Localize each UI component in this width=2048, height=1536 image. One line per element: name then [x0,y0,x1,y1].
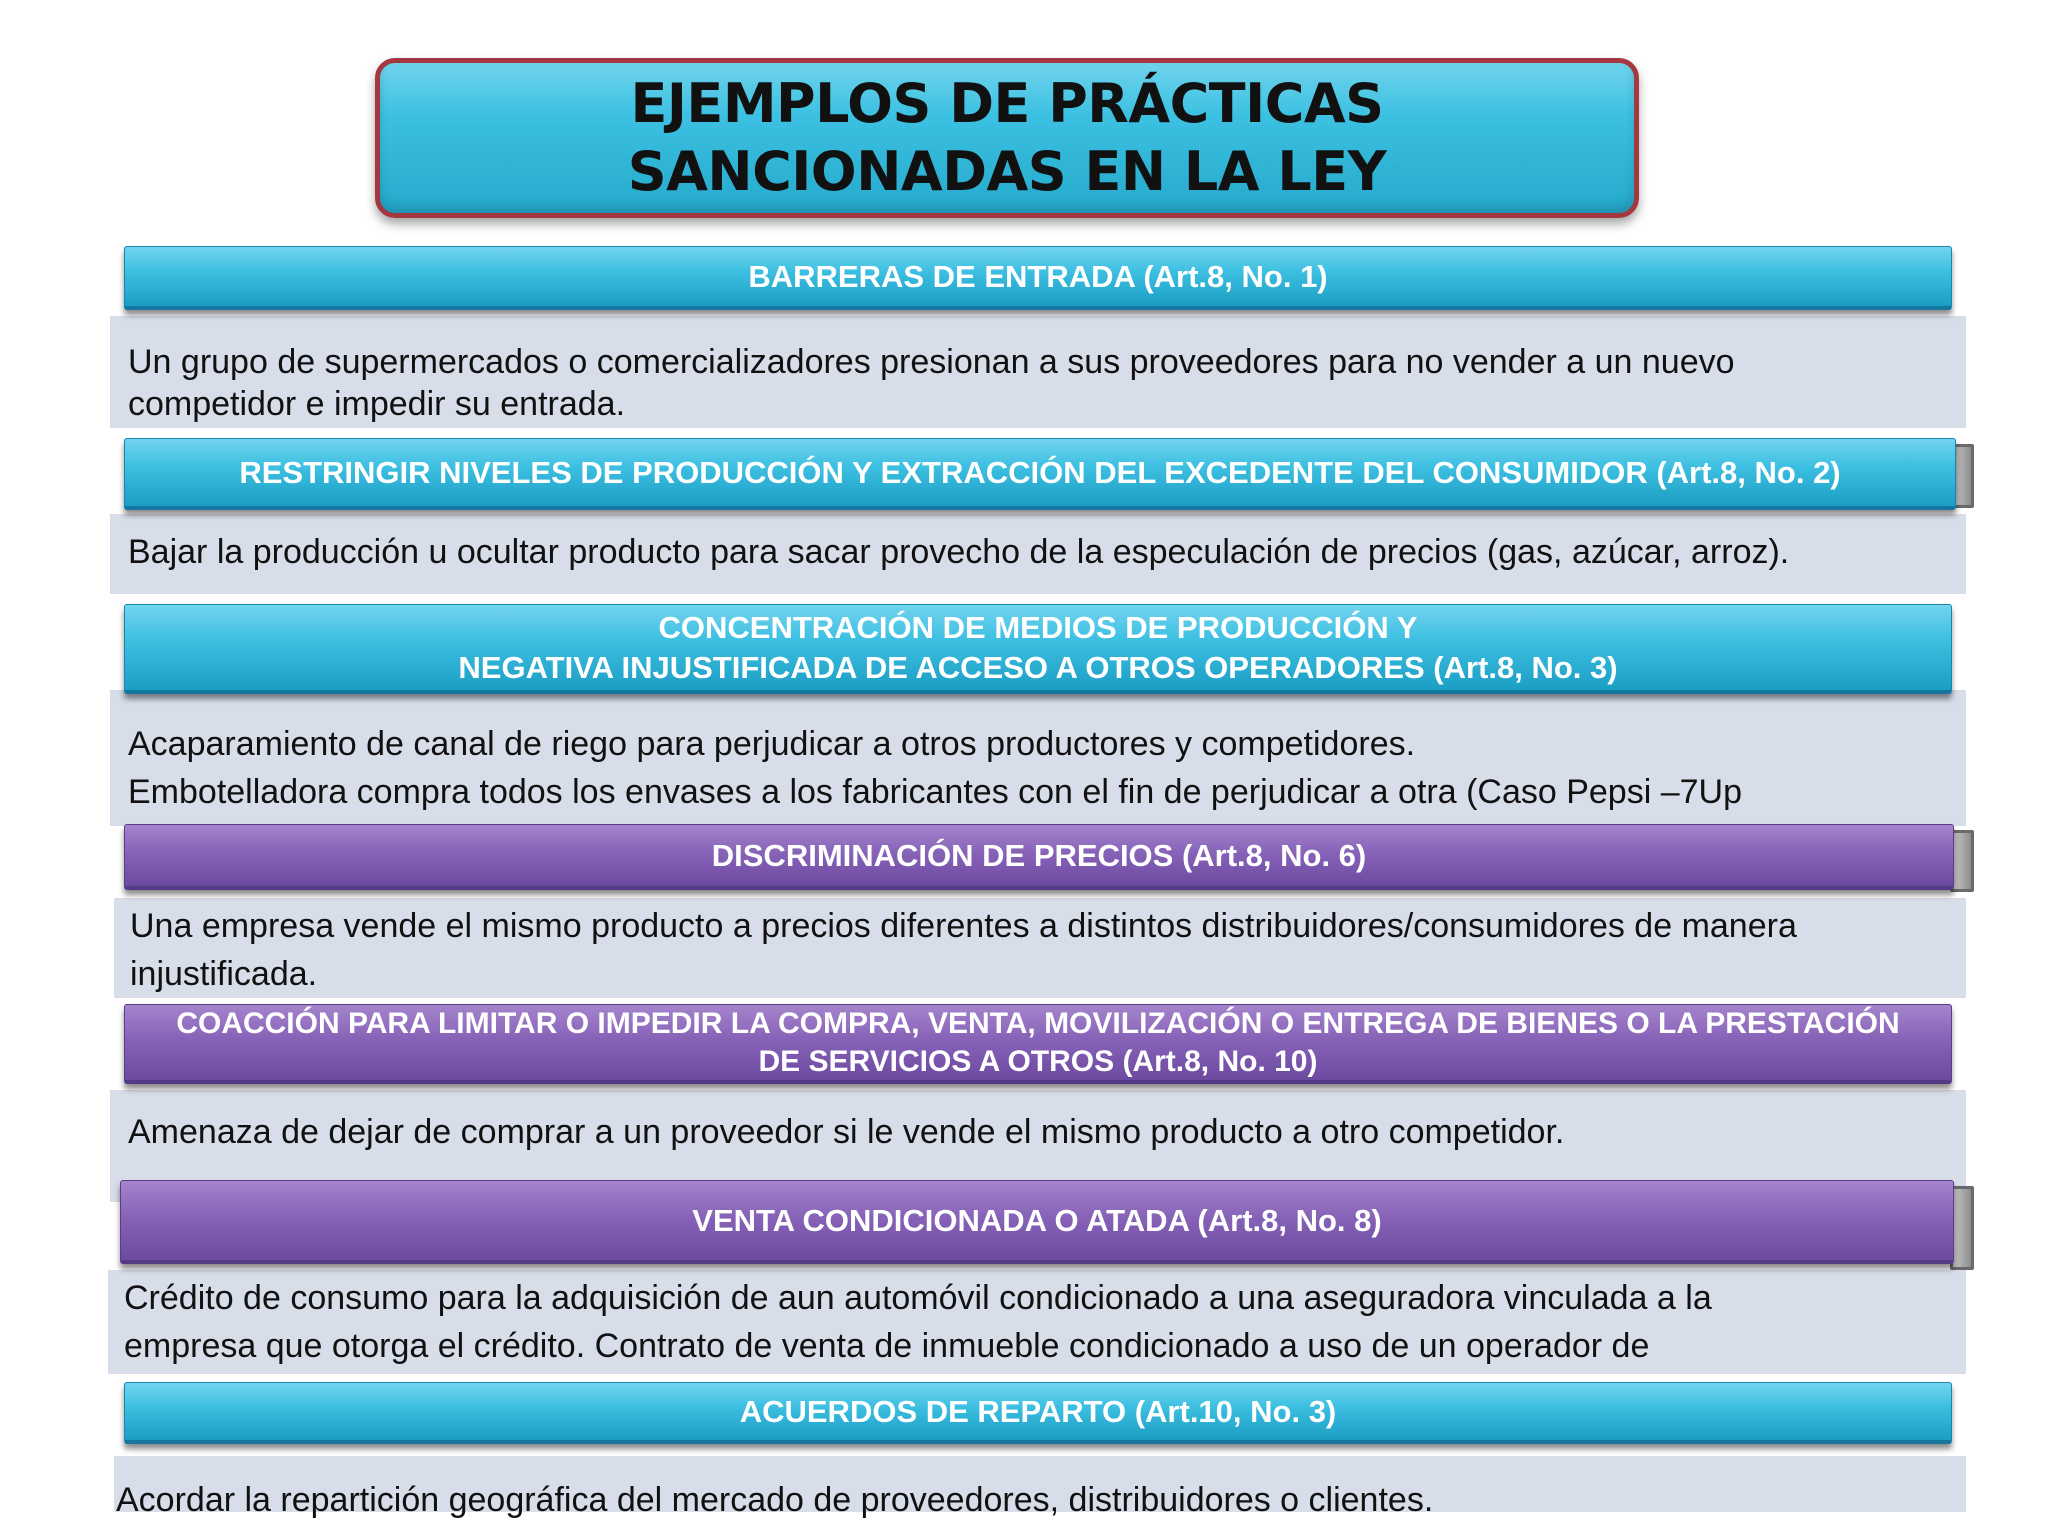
section-concentracion-body-line-1: Acaparamiento de canal de riego para perjudicar a otros productores y competidores. [128,725,1416,763]
section-discriminacion-header-line-1: DISCRIMINACIÓN DE PRECIOS (Art.8, No. 6) [711,837,1367,873]
slide-title-line-2: SANCIONADAS EN LA LEY [627,140,1387,203]
section-coaccion-header-line-2: DE SERVICIOS A OTROS (Art.8, No. 10) [758,1044,1318,1078]
section-concentracion-header-line-2: NEGATIVA INJUSTIFICADA DE ACCESO A OTROS OPERADORES (Art.8, No. 3) [458,649,1618,685]
section-barreras-body-line-2: competidor e impedir su entrada. [128,385,626,423]
section-acuerdos-header [124,1382,1952,1444]
section-barreras-header [124,246,1952,310]
section-discriminacion-header [124,824,1954,890]
section-barreras-header-line-1: BARRERAS DE ENTRADA (Art.8, No. 1) [748,258,1328,294]
section-coaccion-header-line-1: COACCIÓN PARA LIMITAR O IMPEDIR LA COMPRA, VENTA, MOVILIZACIÓN O ENTREGA DE BIENES O LA PRESTACIÓN [176,1006,1900,1040]
section-acuerdos-body-line-1: Acordar la repartición geográfica del mercado de proveedores, distribuidores o clientes. [116,1481,1434,1519]
section-restringir-header [124,438,1956,510]
section-concentracion-header-line-1: CONCENTRACIÓN DE MEDIOS DE PRODUCCIÓN Y [658,609,1418,645]
section-venta-body [108,1270,1966,1374]
section-concentracion-body [110,690,1966,826]
slide-title-line-1: EJEMPLOS DE PRÁCTICAS [630,72,1384,135]
section-restringir-body [110,514,1966,594]
section-coaccion-body-line-1: Amenaza de dejar de comprar a un proveedor si le vende el mismo producto a otro competidor. [128,1113,1565,1151]
section-venta-body-line-1: Crédito de consumo para la adquisición de aun automóvil condicionado a una aseguradora vinculada a la [124,1279,1712,1317]
section-venta-body-line-2: empresa que otorga el crédito. Contrato de venta de inmueble condicionado a uso de un operador de [124,1327,1650,1365]
section-acuerdos-header-line-1: ACUERDOS DE REPARTO (Art.10, No. 3) [739,1393,1337,1429]
section-barreras-body-line-1: Un grupo de supermercados o comercializadores presionan a sus proveedores para no vender a un nuevo [128,343,1735,381]
section-venta-header-line-1: VENTA CONDICIONADA O ATADA (Art.8, No. 8) [692,1202,1382,1238]
slide-title-box [375,58,1639,218]
section-concentracion-body-line-2: Embotelladora compra todos los envases a los fabricantes con el fin de perjudicar a otra (Caso Pepsi –7Up [128,773,1742,811]
section-restringir-header-line-1: RESTRINGIR NIVELES DE PRODUCCIÓN Y EXTRACCIÓN DEL EXCEDENTE DEL CONSUMIDOR (Art.8, No. 2) [239,454,1841,490]
section-discriminacion-body-line-2: injustificada. [130,955,318,993]
section-concentracion-header [124,604,1952,694]
section-barreras-body [110,316,1966,428]
section-coaccion-header [124,1004,1952,1084]
section-discriminacion-body [114,898,1966,998]
section-restringir-body-line-1: Bajar la producción u ocultar producto para sacar provecho de la especulación de precios (gas, azúcar, arroz). [128,533,1790,571]
section-venta-header [120,1180,1954,1264]
section-discriminacion-body-line-1: Una empresa vende el mismo producto a precios diferentes a distintos distribuidores/consumidores de manera [130,907,1797,945]
section-acuerdos-body [114,1456,1966,1519]
